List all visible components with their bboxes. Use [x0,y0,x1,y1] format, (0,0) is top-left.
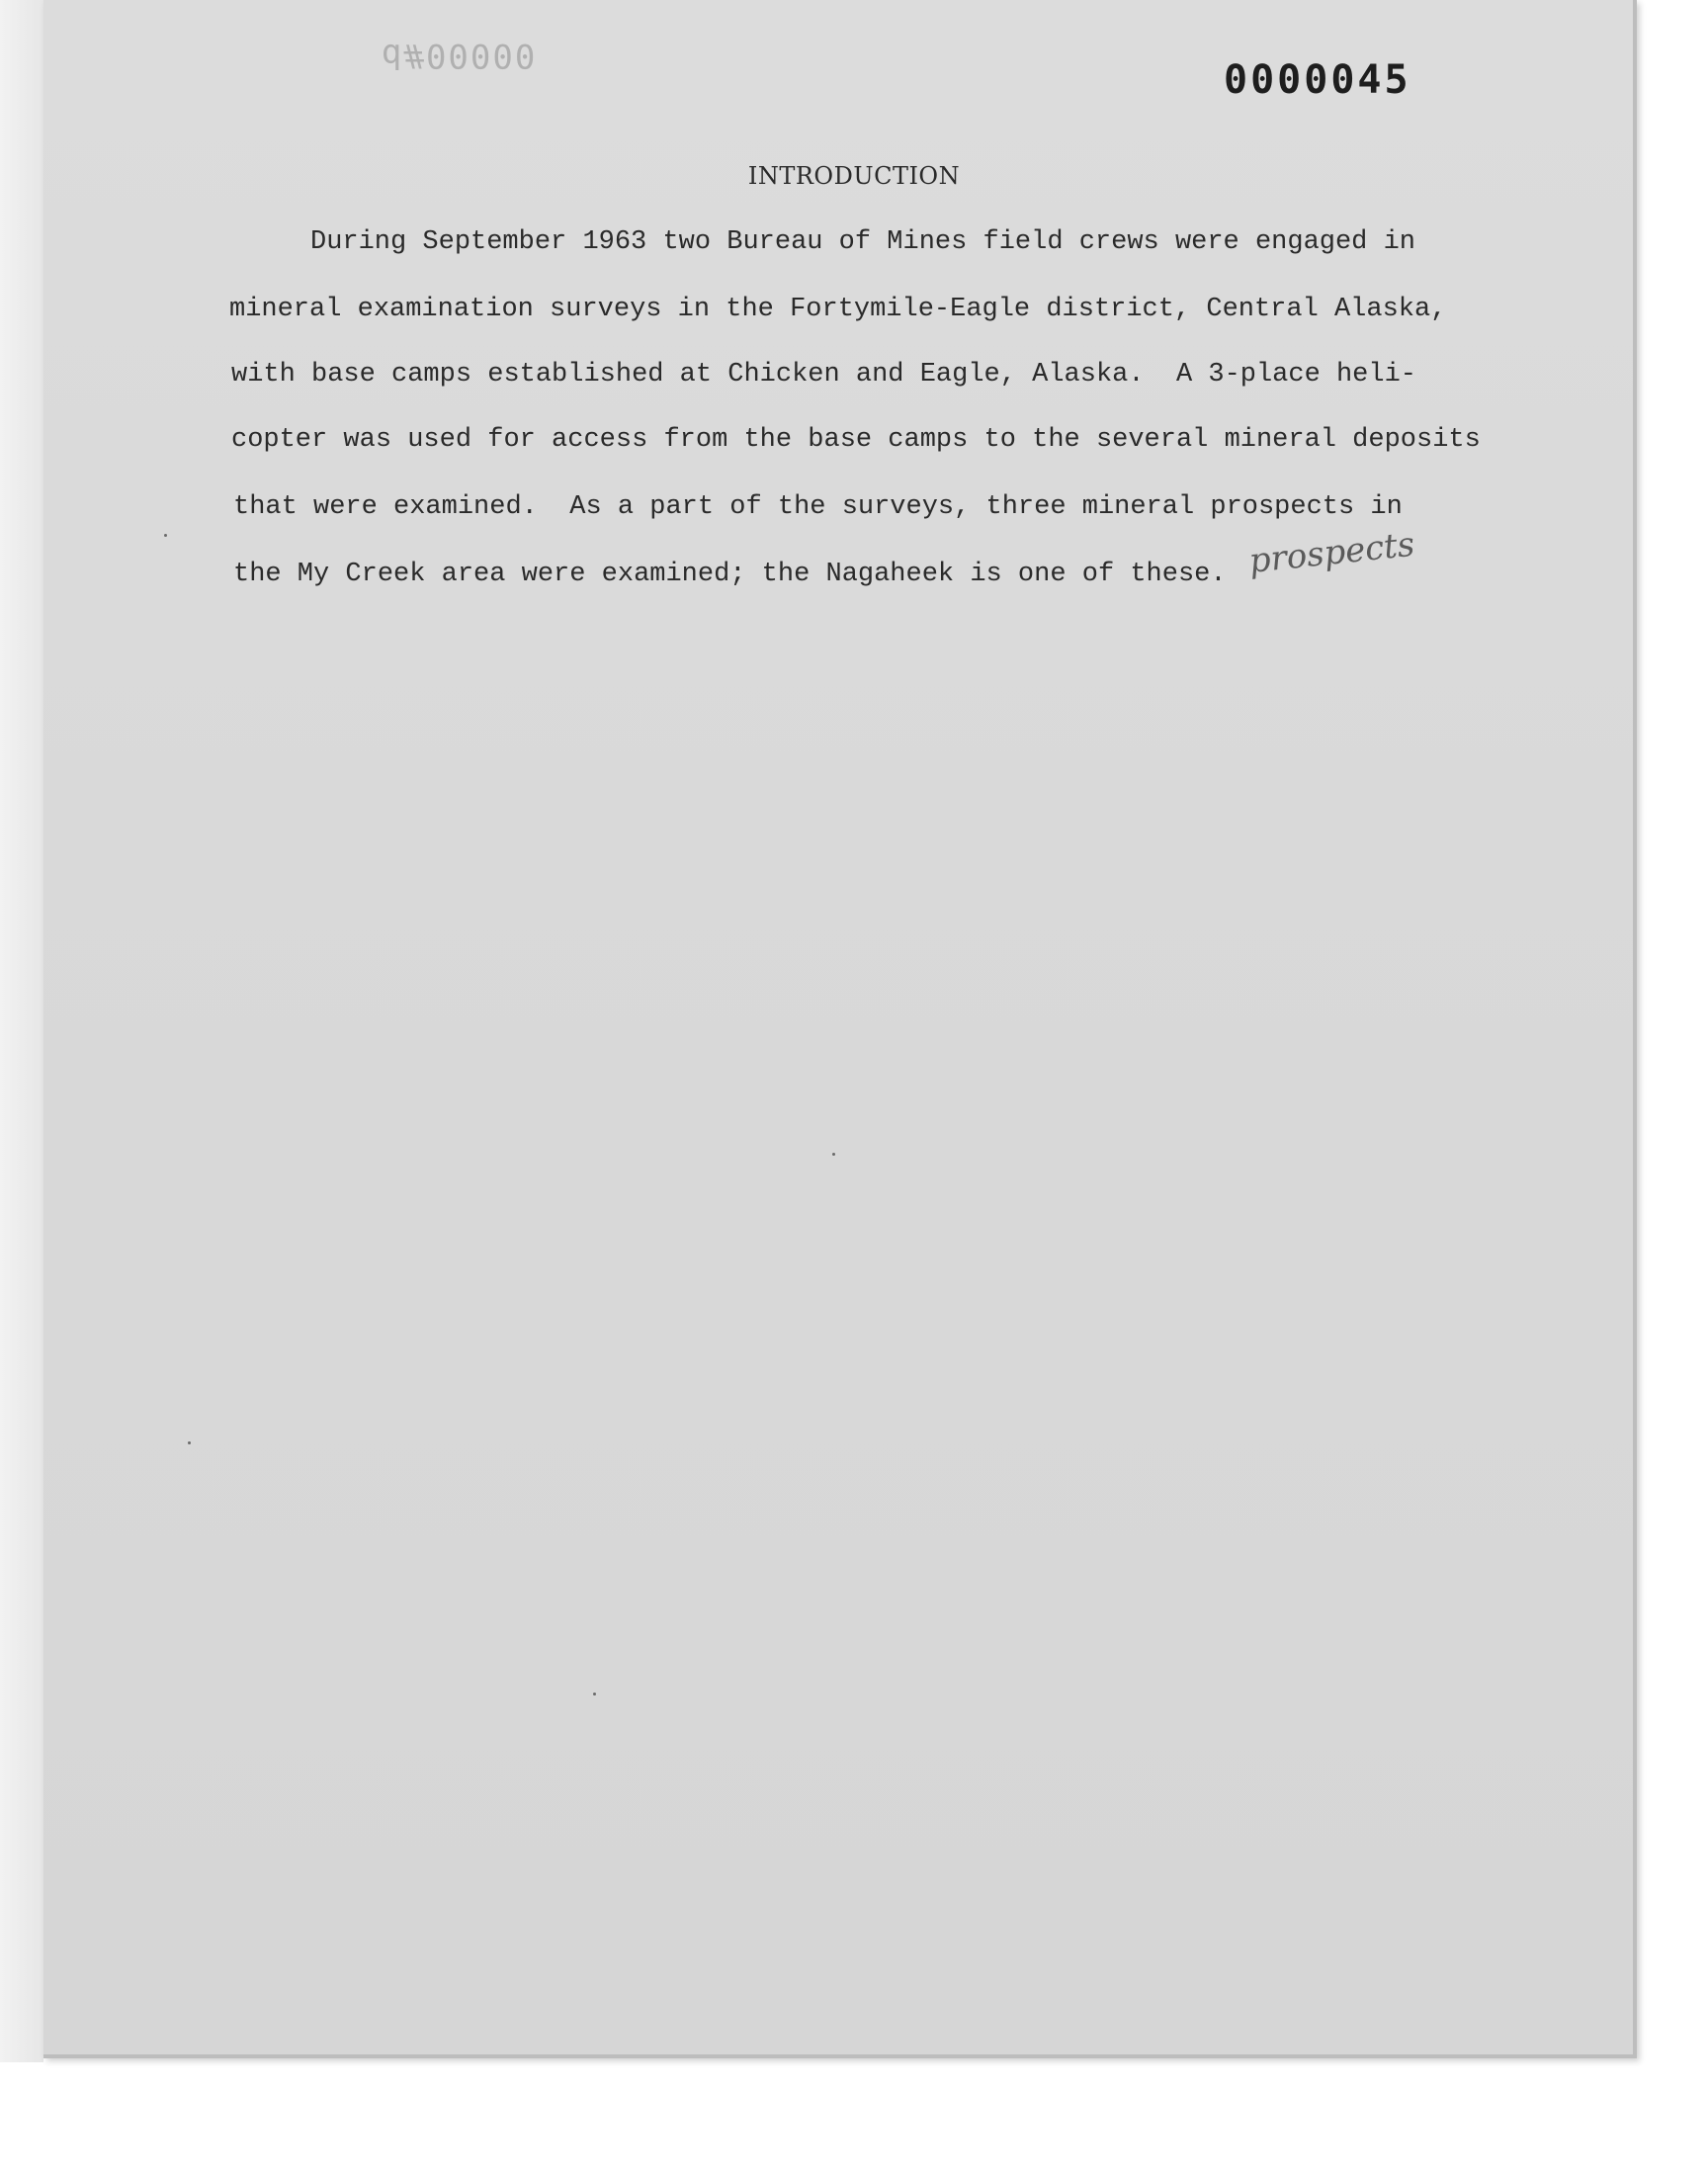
body-line-5: that were examined. As a part of the surveys, three mineral prospects in [233,492,1403,522]
body-line-6: the My Creek area were examined; the Nagaheek is one of these. [233,560,1227,589]
scan-speck [832,1153,835,1156]
body-line-3: with base camps established at Chicken and Eagle, Alaska. A 3-place heli- [231,360,1416,390]
document-number: 0000045 [1224,57,1411,103]
body-line-1: During September 1963 two Bureau of Mines field crews were engaged in [310,227,1415,257]
body-line-4: copter was used for access from the base camps to the several mineral deposits [231,425,1481,455]
scan-speck [593,1693,596,1696]
body-line-2: mineral examination surveys in the Fortymile-Eagle district, Central Alaska, [229,295,1447,324]
scan-edge [0,0,43,2062]
scan-speck [188,1441,191,1444]
page-title: INTRODUCTION [747,162,961,190]
scan-speck [164,534,167,537]
handwritten-annotation: prospects [1246,524,1417,581]
faint-stamp-number: d#00000 [382,36,538,75]
